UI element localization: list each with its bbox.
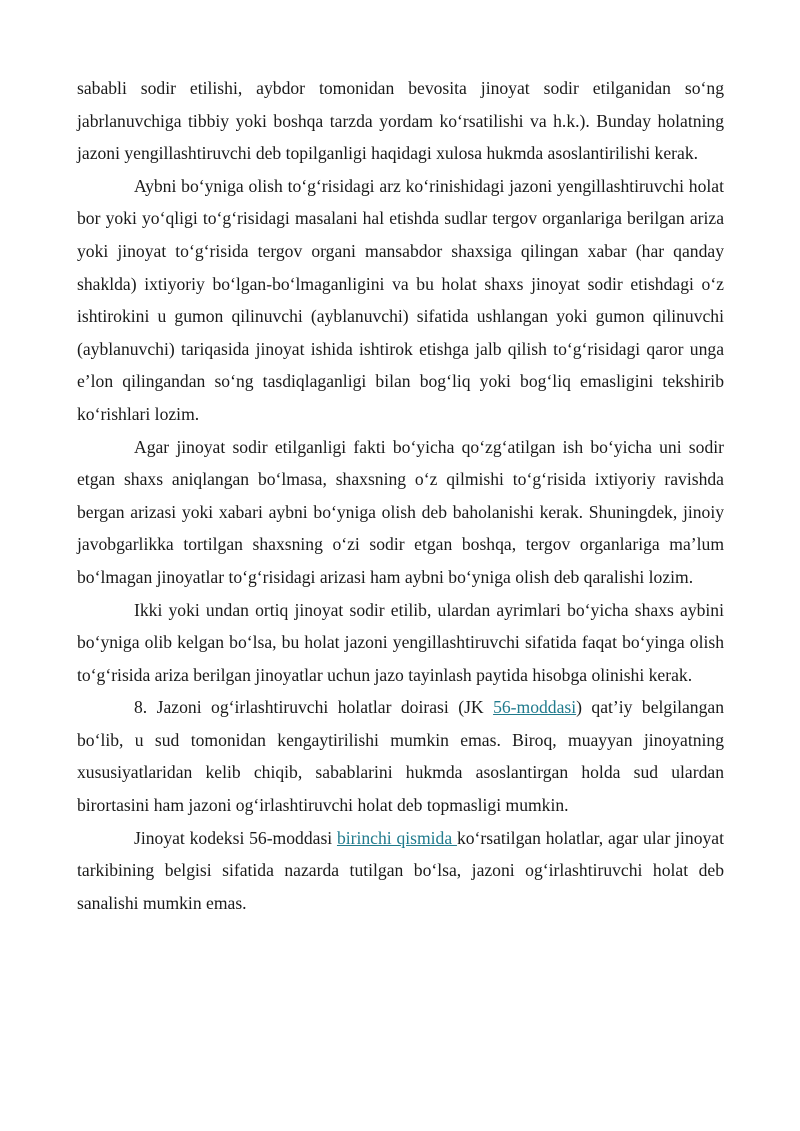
part-one-link[interactable]: birinchi qismida: [336, 827, 457, 848]
paragraph-aggravating-circumstances: [77, 691, 724, 821]
paragraph-multiple-crimes: Ikki yoki undan ortiq jinoyat sodir etilib, ulardan ayrimlari bo‘yicha shaxs aybini bo‘yniga olib kelgan bo‘lsa, bu holat jazoni yengillashtiruvchi sifatida faqat bo‘yinga olish to‘g‘risida ariza berilgan jinoyatlar uchun jazo tayinlash paytida hisobga olinishi kerak.: [77, 599, 724, 685]
paragraph-article-56-part-one: [77, 822, 724, 920]
paragraph-unknown-offender: Agar jinoyat sodir etilganligi fakti bo‘yicha qo‘zg‘atilgan ish bo‘yicha uni sodir etgan shaxs aniqlangan bo‘lmasa, shaxsning o‘z qilmishi to‘g‘risida ixtiyoriy ravishda bergan arizasi yoki xabari aybni bo‘yniga olish deb baholanishi kerak. Shuningdek, jinoiy javobgarlikka tortilgan shaxsning o‘zi sodir etgan boshqa, tergov organlariga ma’lum bo‘lmagan jinoyatlar to‘g‘risidagi arizasi ham aybni bo‘yniga olish deb qaralishi lozim.: [77, 436, 724, 587]
paragraph-continuation: sababli sodir etilishi, aybdor tomonidan bevosita jinoyat sodir etilganidan so‘ng jabrlanuvchiga tibbiy yoki boshqa tarzda yordam ko‘rsatilishi va h.k.). Bunday holatning jazoni yengillashtiruvchi deb topilganligi haqidagi xulosa hukmda asoslantirilishi kerak.: [77, 78, 724, 164]
paragraph-confession-assessment: Aybni bo‘yniga olish to‘g‘risidagi arz ko‘rinishidagi jazoni yengillashtiruvchi holat bor yoki yo‘qligi to‘g‘risidagi masalani hal etishda sudlar tergov organlariga berilgan ariza yoki jinoyat to‘g‘risida tergov organi mansabdor shaxsiga qilingan xabar (har qanday shaklda) ixtiyoriy bo‘lgan-bo‘lmaganligini va bu holat shaxs jinoyat sodir etishdagi o‘z ishtirokini u gumon qilinuvchi (ayblanuvchi) sifatida ushlangan yoki gumon qilinuvchi (ayblanuvchi) tariqasida jinoyat ishida ishtirok etishga jalb qilish to‘g‘risidagi qaror unga e’lon qilingandan so‘ng tasdiqlaganligi bilan bog‘liq yoki bog‘liq emasligini tekshirib ko‘rishlari lozim.: [77, 175, 724, 424]
article-56-link[interactable]: 56-moddasi: [493, 697, 577, 718]
paragraph-text-after-link: ko‘rsatilgan holatlar, agar ular jinoyat tarkibining belgisi sifatida nazarda tutilgan bo‘lsa, jazoni og‘irlashtiruvchi holat deb sanalishi mumkin emas.: [77, 827, 724, 913]
paragraph-text-after-link: ) qat’iy belgilangan bo‘lib, u sud tomonidan kengaytirilishi mumkin emas. Biroq, muayyan jinoyatning xususiyatlaridan kelib chiqib, sabablarini hukmda asoslantirgan holda sud ulardan birortasini ham jazoni og‘irlashtiruvchi holat deb topmasligi mumkin.: [77, 697, 724, 816]
paragraph-text-before-link: 8. Jazoni og‘irlashtiruvchi holatlar doirasi (JK: [134, 697, 494, 718]
paragraph-text-before-link: Jinoyat kodeksi 56-moddasi: [134, 827, 337, 848]
document-page: [77, 72, 724, 919]
